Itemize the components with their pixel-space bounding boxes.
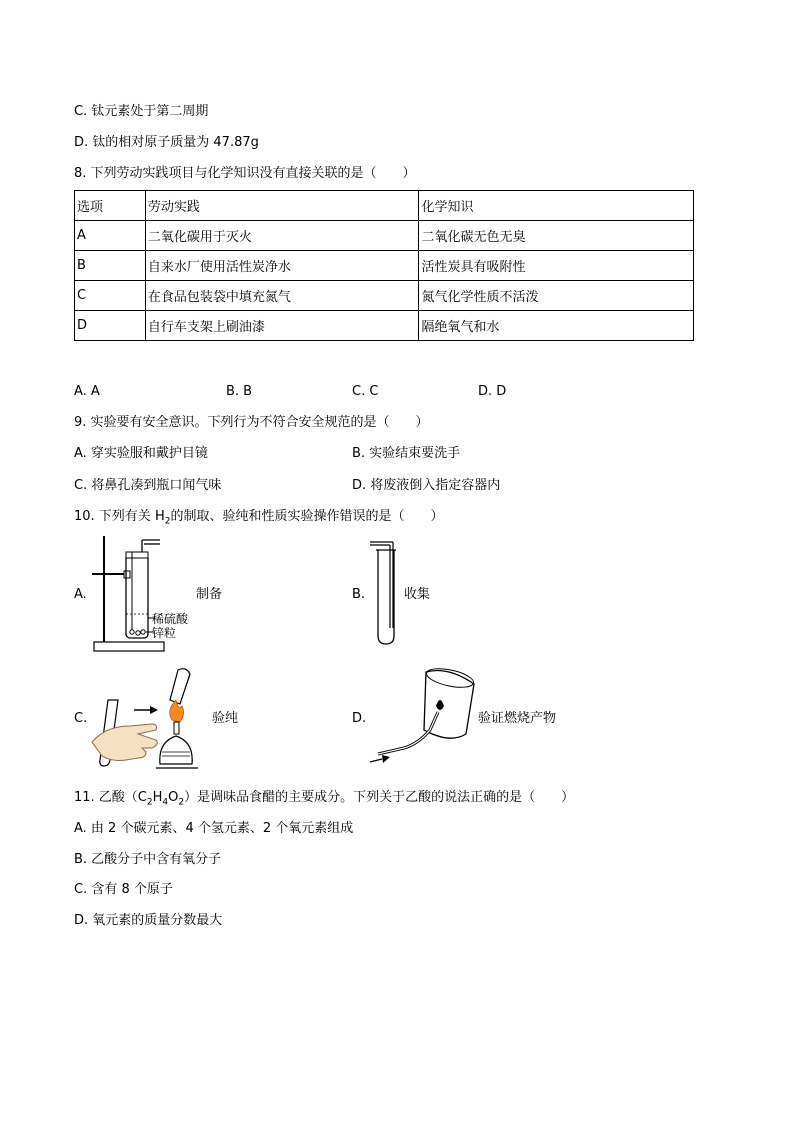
q9-stem: 9. 实验要有安全意识。下列行为不符合安全规范的是（ ） [74, 415, 429, 430]
table-cell: D [75, 311, 146, 341]
table-header-cell: 选项 [75, 191, 146, 221]
q11-option-d: D. 氧元素的质量分数最大 [74, 913, 223, 928]
q9-option-b: B. 实验结束要洗手 [352, 446, 461, 461]
q11-option-c: C. 含有 8 个原子 [74, 882, 173, 897]
fig-b-letter: B. [352, 587, 366, 602]
fig-a-letter: A. [74, 587, 87, 602]
table-cell: 自来水厂使用活性炭净水 [145, 251, 419, 281]
fig-c-letter: C. [74, 711, 88, 726]
table-cell: 活性炭具有吸附性 [419, 251, 694, 281]
q11-option-b: B. 乙酸分子中含有氧分子 [74, 852, 222, 867]
table-cell: A [75, 221, 146, 251]
fig-a-acid-label: 稀硫酸 [152, 612, 189, 626]
table-cell: 二氧化碳无色无臭 [419, 221, 694, 251]
table-row [75, 311, 694, 341]
q11-formula-o: O [168, 790, 179, 805]
q8-option-b: B. B [226, 384, 253, 399]
table-row [75, 221, 694, 251]
fig-a-zinc-label: 锌粒 [152, 626, 177, 640]
q11-option-a: A. 由 2 个碳元素、4 个氢元素、2 个氧元素组成 [74, 821, 354, 836]
hand-holding-tube-icon [86, 664, 208, 776]
q11-subscript: 4 [162, 797, 169, 808]
fig-c-caption: 验纯 [212, 711, 239, 726]
q11-stem [74, 790, 574, 811]
table-cell: B [75, 251, 146, 281]
table-row [75, 251, 694, 281]
q8-option-d: D. D [478, 384, 507, 399]
q11-subscript: 2 [146, 797, 153, 808]
q7-option-c: C. 钛元素处于第二周期 [74, 104, 209, 119]
table-row [75, 281, 694, 311]
table-cell: 隔绝氧气和水 [419, 311, 694, 341]
table-cell: 二氧化碳用于灭火 [145, 221, 419, 251]
table-cell: 在食品包装袋中填充氮气 [145, 281, 419, 311]
q9-option-d: D. 将废液倒入指定容器内 [352, 478, 501, 493]
fig-b-caption: 收集 [404, 587, 431, 602]
beaker-icon [368, 664, 480, 768]
q8-stem: 8. 下列劳动实践项目与化学知识没有直接关联的是（ ） [74, 166, 416, 181]
q9-option-a: A. 穿实验服和戴护目镜 [74, 446, 208, 461]
q9-option-c: C. 将鼻孔凑到瓶口闻气味 [74, 478, 222, 493]
fig-a-caption: 制备 [196, 587, 223, 602]
q10-stem-text-rest: 的制取、验纯和性质实验操作错误的是（ ） [170, 509, 444, 524]
q11-stem-text: 11. 乙酸（C [74, 790, 147, 805]
q11-stem-text-rest: ）是调味品食醋的主要成分。下列关于乙酸的说法正确的是（ ） [184, 790, 575, 805]
table-cell: C [75, 281, 146, 311]
q11-formula-h: H [152, 790, 163, 805]
table-header-row [75, 191, 694, 221]
table-header-cell: 劳动实践 [145, 191, 419, 221]
q8-option-a: A. A [74, 384, 100, 399]
q8-table [74, 190, 694, 341]
q10-stem-text: 10. 下列有关 H [74, 509, 165, 524]
fig-d-caption: 验证燃烧产物 [478, 711, 557, 726]
fig-d-letter: D. [352, 711, 367, 726]
test-tube-icon [366, 540, 406, 648]
table-header-cell: 化学知识 [419, 191, 694, 221]
q11-subscript: 2 [178, 797, 185, 808]
q8-option-c: C. C [352, 384, 379, 399]
q7-option-d: D. 钛的相对原子质量为 47.87g [74, 135, 259, 150]
q10-subscript: 2 [164, 516, 171, 527]
table-cell: 自行车支架上刷油漆 [145, 311, 419, 341]
table-cell: 氮气化学性质不活泼 [419, 281, 694, 311]
iron-stand-icon [88, 532, 198, 656]
q10-stem [74, 509, 443, 530]
